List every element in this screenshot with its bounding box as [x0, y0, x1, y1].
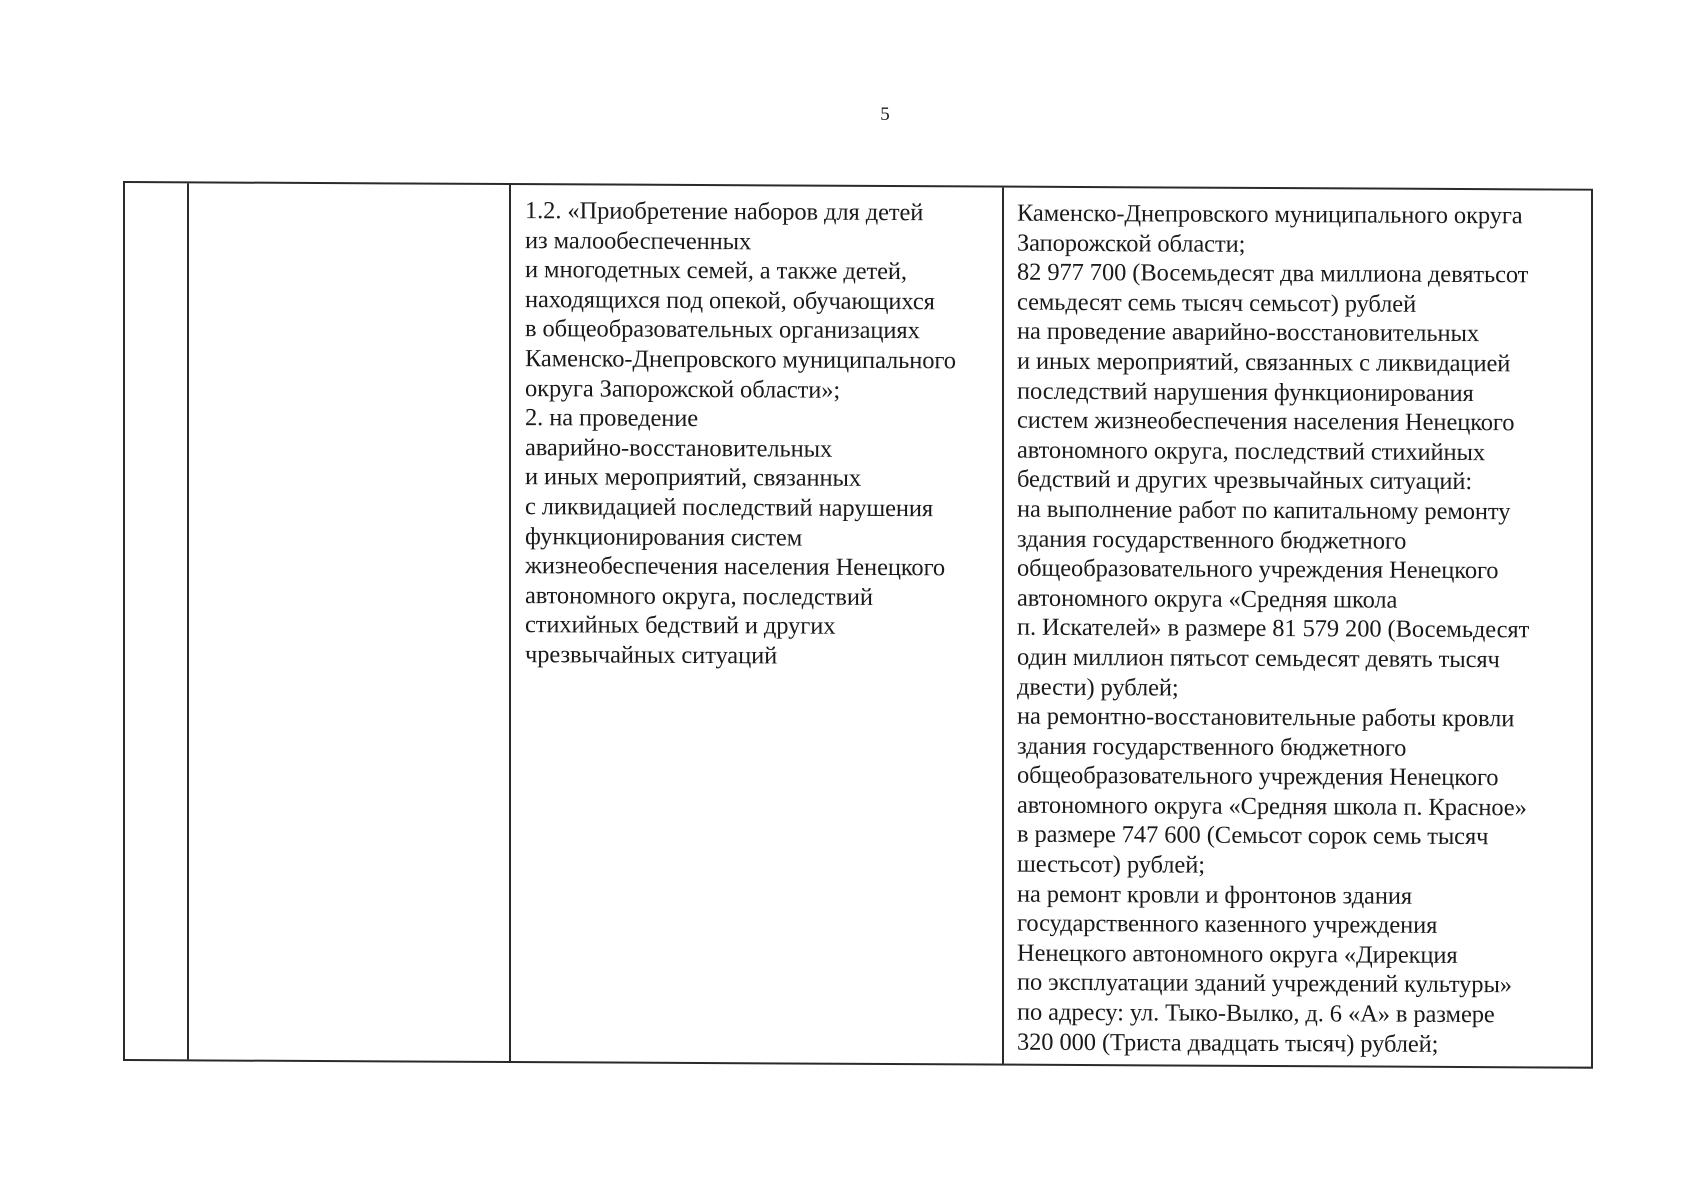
table-cell-number: [125, 183, 189, 1059]
cell-purpose-text: 1.2. «Приобретение наборов для детей из малообеспеченных и многодетных семей, а также детей, находящихся под опекой, обучающихся в общеобразовательных организациях Каменско-Днепровского муниципального округа Запорожской области»; 2. на проведение аварийно-восстановительных и иных мероприятий, связанных с ликвидацией последствий нарушения функционирования систем жизнеобеспечения населения Ненецкого автономного округа, последствий стихийных бедствий и других чрезвычайных ситуаций: [525, 197, 956, 670]
document-table: [123, 181, 1593, 1069]
table-cell-name: [189, 183, 511, 1061]
page-number: 5: [880, 104, 890, 125]
table-cell-amount: [1004, 188, 1591, 1067]
cell-amount-text: Каменско-Днепровского муниципального округа Запорожской области; 82 977 700 (Восемьдесят два миллиона девятьсот семьдесят семь тысяч семьсот) рублей на проведение аварийно-восстановительных и иных мероприятий, связанных с ликвидацией последствий нарушения функционирования систем жизнеобеспечения населения Ненецкого автономного округа, последствий стихийных бедствий и других чрезвычайных ситуаций: на выполнение работ по капитальному ремонту здания государственного бюджетного общеобразовательного учреждения Ненецкого автономного округа «Средняя школа п. Искателей» в размере 81 579 200 (Восемьдесят один миллион пятьсот семьдесят девять тысяч двести) рублей; на ремонтно-восстановительные работы кровли здания государственного бюджетного общеобразовательного учреждения Ненецкого автономного округа «Средняя школа п. Красное» в размере 747 600 (Семьсот сорок семь тысяч шестьсот) рублей; на ремонт кровли и фронтонов здания государственного казенного учреждения Ненецкого автономного округа «Дирекция по эксплуатации зданий учреждений культуры» по адресу: ул. Тыко-Вылко, д. 6 «А» в размере 320 000 (Триста двадцать тысяч) рублей;: [1017, 199, 1530, 1058]
table-cell-purpose: [511, 185, 1004, 1064]
